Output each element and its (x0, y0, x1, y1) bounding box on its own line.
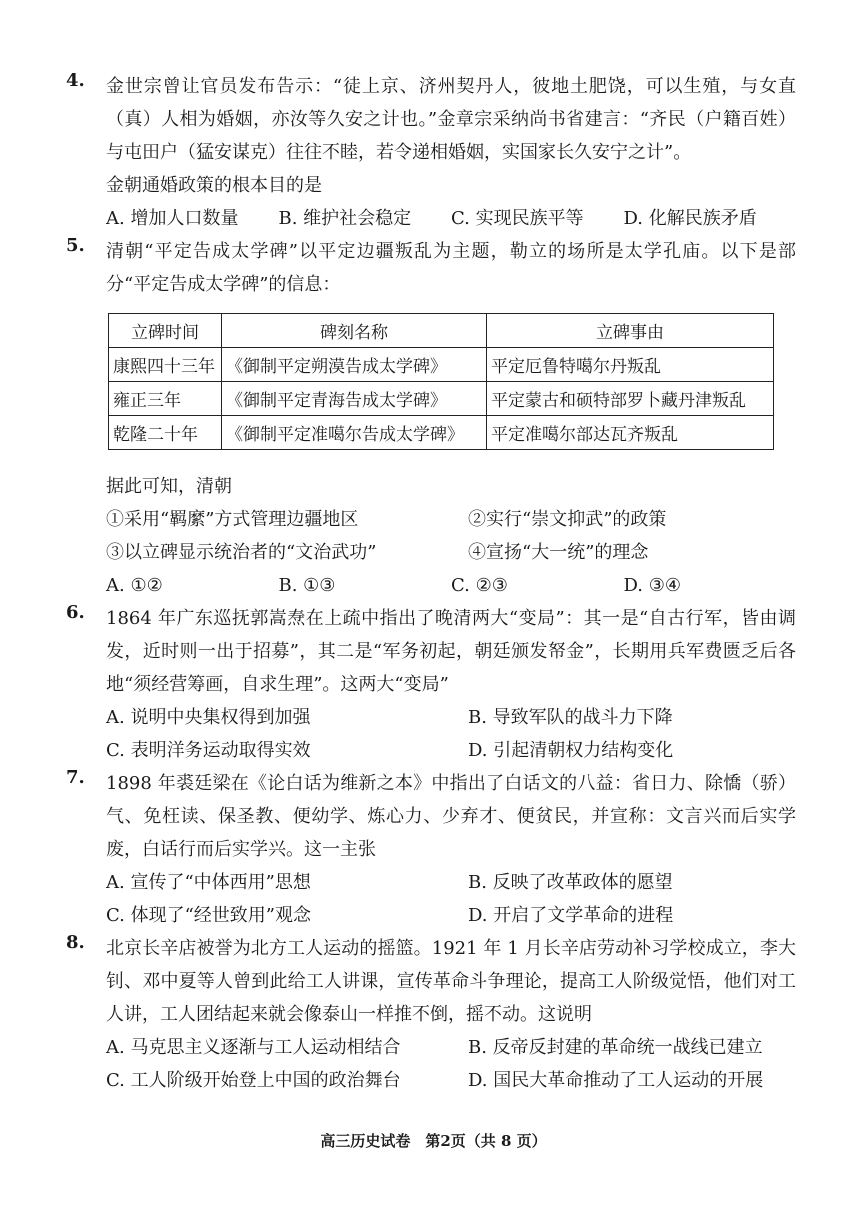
table-cell: 平定蒙古和硕特部罗卜藏丹津叛乱 (487, 382, 774, 416)
option-c: C. 表明洋务运动取得实效 (106, 740, 311, 761)
option-d: D. 国民大革命推动了工人运动的开展 (468, 1070, 764, 1091)
option-c: C. 体现了“经世致用”观念 (106, 905, 311, 926)
table-cell: 《御制平定朔漠告成太学碑》 (222, 348, 487, 382)
question-stem (106, 70, 796, 202)
option-b: B. 维护社会稳定 (278, 208, 412, 229)
option-a: A. 说明中央集权得到加强 (106, 707, 311, 728)
stem-text: 1864 年广东巡抚郭嵩焘在上疏中指出了晚清两大“变局”：其一是“自古行军，皆由调发，近时则一出于招募”，其二是“军务初起，朝廷颁发帑金”，长期用兵军费匮乏后各地“须经营筹画，自求生理”。这两大“变局” (106, 608, 796, 695)
option-c: C. 工人阶级开始登上中国的政治舞台 (106, 1070, 401, 1091)
column-header: 碑刻名称 (222, 314, 487, 348)
table-cell: 乾隆二十年 (109, 416, 222, 450)
option-d: D. 开启了文学革命的进程 (468, 905, 674, 926)
table-row (109, 348, 774, 382)
stele-table (108, 313, 774, 450)
option-c: C. ②③ (451, 575, 508, 596)
question-number: 7. (66, 767, 85, 788)
question-number: 8. (66, 932, 85, 953)
question-number: 6. (66, 602, 85, 623)
option-b: B. 导致军队的战斗力下降 (468, 707, 673, 728)
option-a: A. ①② (106, 575, 163, 596)
question-number: 4. (66, 70, 85, 91)
stem-text: 1898 年裘廷梁在《论白话为维新之本》中指出了白话文的八益：省日力、除憍（骄）气、免枉读、保圣教、便幼学、炼心力、少弃才、便贫民，并宣称：文言兴而后实学废，白话行而后实学兴。这一主张 (106, 773, 796, 860)
options (106, 866, 796, 932)
question-8 (66, 932, 796, 1097)
question-stem (106, 235, 796, 301)
statement-1: ①采用“羁縻”方式管理边疆地区 (106, 509, 359, 530)
option-a: A. 宣传了“中体西用”思想 (106, 872, 311, 893)
options (106, 1031, 796, 1097)
question-prompt-block (106, 470, 796, 503)
stem-text: 北京长辛店被誉为北方工人运动的摇篮。1921 年 1 月长辛店劳动补习学校成立，李大钊、邓中夏等人曾到此给工人讲课，宣传革命斗争理论，提高工人阶级觉悟，他们对工人讲，工人团结起来就会像泰山一样推不倒，摇不动。这说明 (106, 938, 796, 1025)
options (106, 202, 796, 235)
question-number: 5. (66, 235, 85, 256)
statement-2: ②实行“崇文抑武”的政策 (468, 509, 667, 530)
column-header: 立碑事由 (487, 314, 774, 348)
table-cell: 《御制平定准噶尔告成太学碑》 (222, 416, 487, 450)
question-prompt: 金朝通婚政策的根本目的是 (106, 175, 322, 196)
option-a: A. 马克思主义逐渐与工人运动相结合 (106, 1037, 401, 1058)
question-stem (106, 602, 796, 701)
statement-4: ④宣扬“大一统”的理念 (468, 542, 649, 563)
table-row (109, 416, 774, 450)
option-d: D. ③④ (623, 575, 682, 596)
table-cell: 雍正三年 (109, 382, 222, 416)
question-6 (66, 602, 796, 767)
table-cell: 《御制平定青海告成太学碑》 (222, 382, 487, 416)
options (106, 701, 796, 767)
stem-text: 清朝“平定告成太学碑”以平定边疆叛乱为主题，勒立的场所是太学孔庙。以下是部分“平定告成太学碑”的信息： (106, 241, 796, 295)
table-cell: 平定准噶尔部达瓦齐叛乱 (487, 416, 774, 450)
column-header: 立碑时间 (109, 314, 222, 348)
option-b: B. 反帝反封建的革命统一战线已建立 (468, 1037, 763, 1058)
page-footer: 高三历史试卷 第2页（共 8 页） (320, 1132, 547, 1150)
option-d: D. 化解民族矛盾 (623, 208, 757, 229)
options (106, 569, 796, 602)
table-cell: 康熙四十三年 (109, 348, 222, 382)
statement-3: ③以立碑显示统治者的“文治武功” (106, 542, 377, 563)
question-4 (66, 70, 796, 235)
option-b: B. ①③ (278, 575, 336, 596)
question-7 (66, 767, 796, 932)
question-5 (66, 235, 796, 301)
table-cell: 平定厄鲁特噶尔丹叛乱 (487, 348, 774, 382)
stem-text: 金世宗曾让官员发布告示：“徒上京、济州契丹人，彼地土肥饶，可以生殖，与女直（真）人相为婚姻，亦汝等久安之计也。”金章宗采纳尚书省建言：“齐民（户籍百姓）与屯田户（猛安谋克）往往不睦，若令递相婚姻，实国家长久安宁之计”。 (106, 76, 796, 163)
option-c: C. 实现民族平等 (451, 208, 584, 229)
question-stem (106, 932, 796, 1031)
table-row (109, 382, 774, 416)
statements (106, 503, 796, 569)
question-stem (106, 767, 796, 866)
option-b: B. 反映了改革政体的愿望 (468, 872, 673, 893)
option-a: A. 增加人口数量 (106, 208, 239, 229)
question-5-continued (66, 470, 796, 602)
table-header-row (109, 314, 774, 348)
option-d: D. 引起清朝权力结构变化 (468, 740, 674, 761)
question-prompt: 据此可知，清朝 (106, 476, 232, 497)
